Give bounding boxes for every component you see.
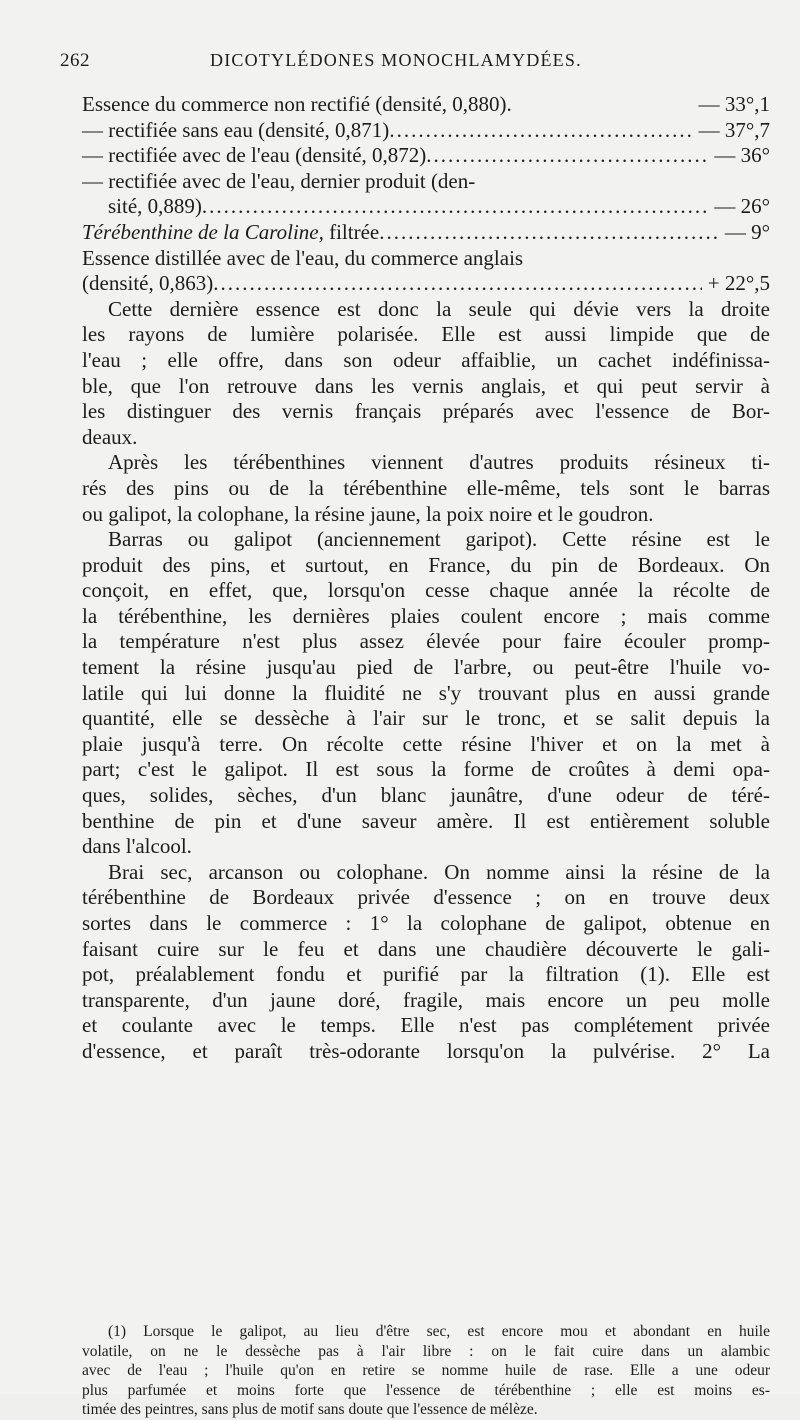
table-row-value: — 26°: [714, 194, 770, 219]
text-line: ques, solides, sèches, d'un blanc jaunâtre, d'une odeur de téré-: [82, 783, 770, 808]
text-line: faisant cuire sur le feu et dans une chaudière découverte le gali-: [82, 936, 770, 961]
text-line: l'eau ; elle offre, dans son odeur affaiblie, un cachet indéfinissa-: [82, 347, 770, 372]
table-row: [82, 246, 770, 272]
text-line: ou galipot, la colophane, la résine jaune, la poix noire et le goudron.: [82, 501, 654, 526]
text-line: Barras ou galipot (anciennement garipot). Cette résine est le: [108, 527, 770, 552]
table-row-label: Essence distillée avec de l'eau, du commerce anglais: [82, 245, 524, 270]
table-row-value: — 37°,7: [698, 117, 770, 142]
footnote: [82, 1322, 770, 1420]
dot-leader: [213, 271, 702, 297]
text-line: la térébenthine, les dernières plaies coulent encore ; mais comme: [82, 603, 770, 628]
text-line: quantité, elle se dessèche à l'air sur le tronc, et se salit depuis la: [82, 706, 770, 731]
text-line: d'essence, et paraît très-odorante lorsqu'on la pulvérise. 2° La: [82, 1038, 770, 1063]
text-line: et coulante avec le temps. Elle n'est pas complétement privée: [82, 1013, 770, 1038]
footnote-line: avec de l'eau ; l'huile qu'on en retire se nomme huile de rase. Elle a une odeur: [82, 1362, 770, 1379]
text-line: tement la résine jusqu'au pied de l'arbre, ou peut-être l'huile vo-: [82, 655, 770, 680]
table-row: [82, 143, 770, 169]
footnote-line: plus parfumée et moins forte que l'essence de térébenthine ; elle est moins es-: [82, 1381, 770, 1399]
table-row: [82, 194, 770, 220]
dot-leader: [202, 194, 708, 220]
table-row: [82, 220, 770, 246]
page-number: 262: [60, 50, 90, 71]
footnote-line: timée des peintres, sans plus de motif sans doute que l'essence de mélèze.: [82, 1401, 538, 1418]
table-row-value: — 9°: [724, 219, 770, 244]
dot-leader: [379, 220, 719, 246]
page-body: [82, 92, 770, 1065]
text-line: deaux.: [82, 424, 138, 449]
table-row: [82, 271, 770, 297]
text-line: benthine de pin et d'une saveur amère. Il est entièrement soluble: [82, 808, 770, 833]
text-line: part; c'est le galipot. Il est sous la forme de croûtes à demi opa-: [82, 757, 770, 782]
text-line: pot, préalablement fondu et purifié par la filtration (1). Elle est: [82, 962, 770, 987]
footnote-line: volatile, on ne le dessèche pas à l'air libre : on le fait cuire dans un alambic: [82, 1342, 770, 1360]
dot-leader: [389, 118, 692, 144]
paragraph: [82, 527, 770, 860]
table-row-label: sité, 0,889): [108, 194, 202, 219]
text-line: Après les térébenthines viennent d'autres produits résineux ti-: [108, 450, 770, 475]
table-row-value: — 36°: [714, 143, 770, 168]
table-row: [82, 92, 770, 118]
text-line: conçoit, en effet, que, lorsqu'on cesse chaque année la récolte de: [82, 578, 770, 603]
text-line: latile qui lui donne la fluidité ne s'y trouvant plus en aussi grande: [82, 680, 770, 705]
table-row-label: — rectifiée avec de l'eau, dernier produit (den-: [82, 168, 476, 193]
table-row: [82, 118, 770, 144]
text-line: sortes dans le commerce : 1° la colophane de galipot, obtenue en: [82, 911, 770, 935]
paragraph: [82, 450, 770, 527]
table-row-label: [82, 220, 379, 246]
italic-label: Térébenthine de la Caroline,: [82, 219, 324, 244]
text-line: Cette dernière essence est donc la seule qui dévie vers la droite: [108, 296, 770, 321]
table-row-label: Essence du commerce non rectifié (densité, 0,880).: [82, 92, 512, 116]
text-line: dans l'alcool.: [82, 834, 192, 859]
table-row-label: — rectifiée sans eau (densité, 0,871): [82, 117, 390, 142]
text-line: les distinguer des vernis français préparés avec l'essence de Bor-: [82, 399, 770, 424]
footnote-line: (1) Lorsque le galipot, au lieu d'être sec, est encore mou et abondant en huile: [108, 1323, 770, 1340]
rotation-table: [82, 92, 770, 297]
text-line: térébenthine de Bordeaux privée d'essence ; on en trouve deux: [82, 885, 770, 910]
table-row-label: — rectifiée avec de l'eau (densité, 0,872): [82, 143, 427, 168]
page-header: [60, 50, 750, 80]
table-row-value: — 33°,1: [698, 92, 770, 116]
text-line: produit des pins, et surtout, en France, du pin de Bordeaux. On: [82, 552, 770, 577]
dot-leader: [426, 143, 708, 169]
table-row-label: (densité, 0,863): [82, 271, 214, 296]
text-line: Brai sec, arcanson ou colophane. On nomme ainsi la résine de la: [108, 859, 770, 884]
paragraph: [82, 297, 770, 451]
text-line: les rayons de lumière polarisée. Elle est aussi limpide que de: [82, 322, 770, 347]
table-row-value: + 22°,5: [707, 271, 770, 296]
text-line: rés des pins ou de la térébenthine elle-même, tels sont le barras: [82, 475, 770, 500]
running-head: DICOTYLÉDONES MONOCHLAMYDÉES.: [210, 50, 582, 70]
text-line: transparente, d'un jaune doré, fragile, mais encore un peu molle: [82, 987, 770, 1012]
paragraph: [82, 860, 770, 1065]
text-line: la température n'est plus assez élevée pour faire écouler promp-: [82, 629, 770, 654]
text-line: plaie jusqu'à terre. On récolte cette résine l'hiver et on la met à: [82, 731, 770, 756]
text-line: ble, que l'on retrouve dans les vernis anglais, et qui peut servir à: [82, 373, 770, 398]
table-row: [82, 169, 770, 195]
label-text: filtrée: [323, 219, 380, 244]
